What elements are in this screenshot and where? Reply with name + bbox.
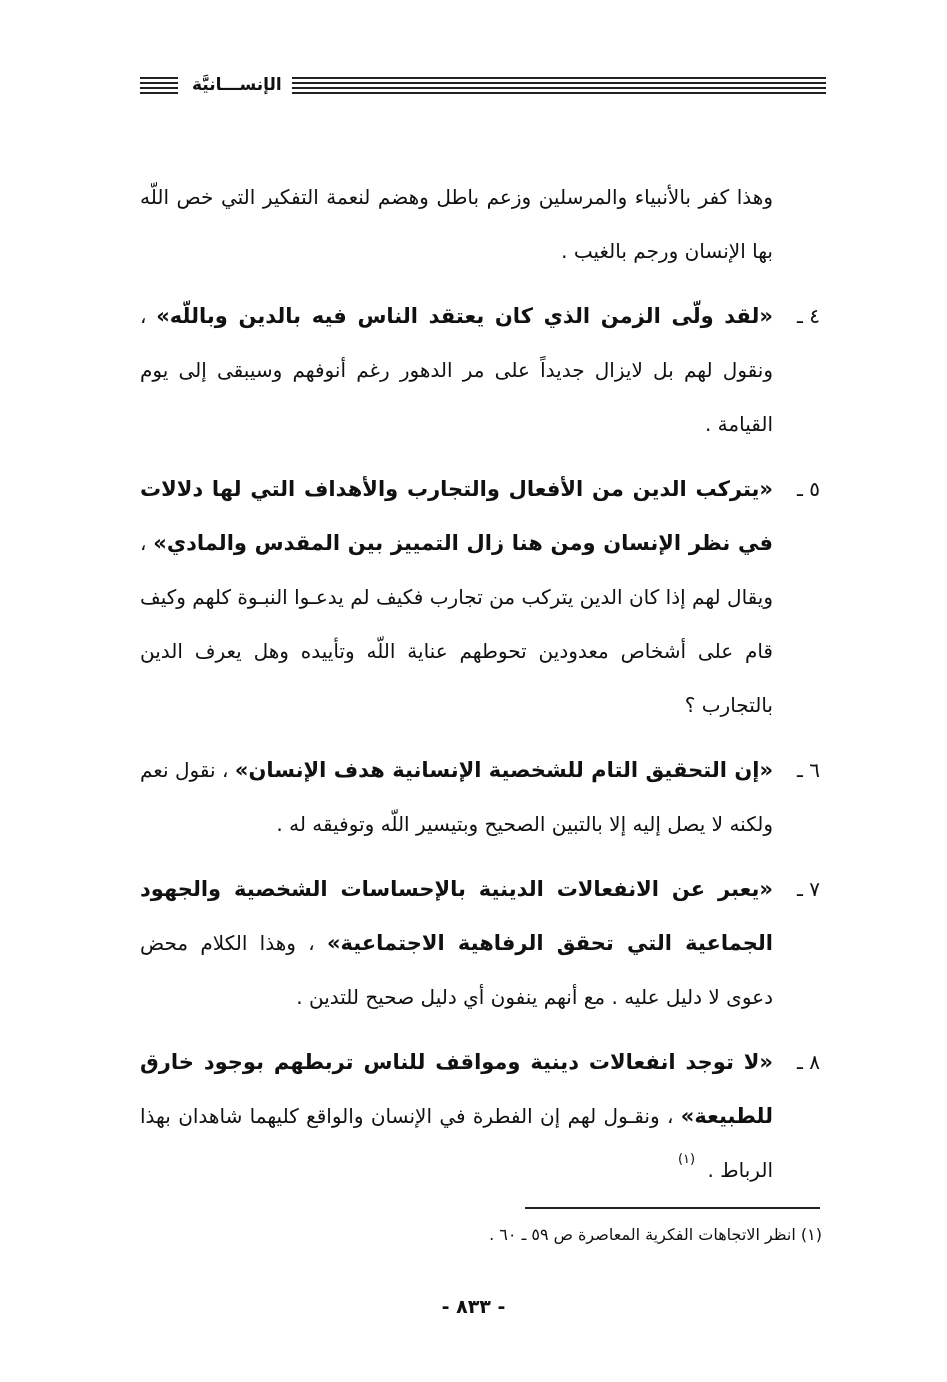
item-quote: «يعبر عن الانفعالات الدينية بالإحساسات الشخصية والجهود الجماعية التي تحقق الرفاهية الاجتماعية» xyxy=(140,877,773,955)
item-number: ٦ ـ xyxy=(797,758,820,782)
list-item-5 xyxy=(140,462,820,732)
list-item-7 xyxy=(140,862,820,1024)
list-item-8 xyxy=(140,1035,820,1201)
item-number: ٨ ـ xyxy=(797,1050,820,1074)
item-text: ، ويقال لهم إذا كان الدين يتركب من تجارب فكيف لم يدعـوا النبـوة كلهم وكيف قام على أشخاص معدودين تحوطهم عناية اللّه وتأييده وهل يعرف الدين بالتجارب ؟ xyxy=(140,531,773,717)
item-text: ، نقول نعم ولكنه لا يصل إليه إلا بالتبين الصحيح وبتيسير اللّه وتوفيقه له . xyxy=(140,758,773,836)
item-number: ٧ ـ xyxy=(797,877,820,901)
item-number: ٤ ـ xyxy=(797,304,820,328)
running-title: الإنســـانيَّة xyxy=(192,75,282,95)
running-header xyxy=(140,70,826,100)
footnote-divider xyxy=(525,1207,820,1209)
footnote: (١) انظر الاتجاهات الفكرية المعاصرة ص ٥٩ ـ ٦٠ . xyxy=(489,1225,822,1244)
header-ornament-right xyxy=(292,75,826,95)
footnote-reference[interactable]: (١) xyxy=(677,1152,696,1167)
page-body xyxy=(140,170,820,1212)
page-number: - ٨٣٣ - xyxy=(441,1296,506,1318)
item-quote: «لا توجد انفعالات دينية ومواقف للناس تربطهم بوجود خارق للطبيعة» xyxy=(140,1050,774,1128)
item-text: ، ونقول لهم بل لايزال جديداً على مر الدهور رغم أنوفهم وسيبقى إلى يوم القيامة . xyxy=(140,304,773,436)
list-item-6 xyxy=(140,743,820,851)
intro-paragraph: وهذا كفر بالأنبياء والمرسلين وزعم باطل وهضم لنعمة التفكير التي خص اللّه بها الإنسان ورجم بالغيب . xyxy=(140,185,773,263)
item-quote: «يتركب الدين من الأفعال والتجارب والأهداف التي لها دلالات في نظر الإنسان ومن هنا زال التمييز بين المقدس والمادي» xyxy=(140,477,773,555)
list-item-4 xyxy=(140,289,820,451)
item-quote: «إن التحقيق التام للشخصية الإنسانية هدف الإنسان» xyxy=(234,758,774,782)
item-text: ، ونقـول لهم إن الفطرة في الإنسان والواقع كليهما شاهدان بهذا الرباط . xyxy=(140,1104,773,1182)
item-quote: «لقد ولّى الزمن الذي كان يعتقد الناس فيه بالدين وباللّه» xyxy=(156,304,774,328)
item-text: ، وهذا الكلام محض دعوى لا دليل عليه . مع أنهم ينفون أي دليل صحيح للتدين . xyxy=(140,931,773,1009)
item-number: ٥ ـ xyxy=(797,477,820,501)
header-ornament-left xyxy=(140,75,178,95)
